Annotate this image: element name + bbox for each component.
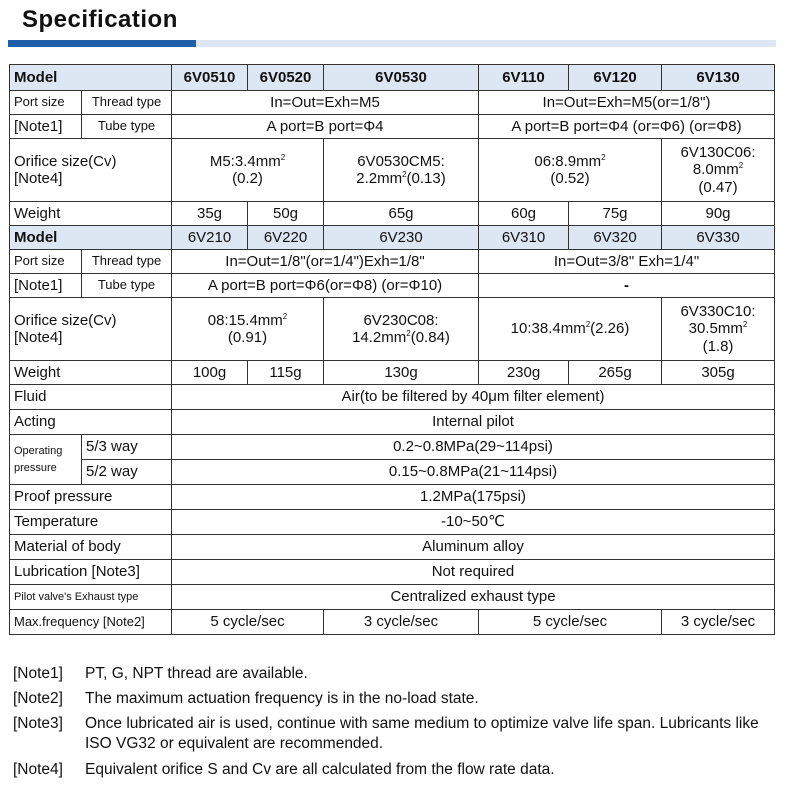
temperature-row: [10, 510, 775, 535]
model-cell: 6V330: [662, 226, 775, 250]
way-53-label: 5/3 way: [82, 435, 172, 460]
material-row: [10, 535, 775, 560]
temperature-value: -10~50℃: [172, 510, 775, 535]
superscript: 2: [738, 161, 744, 171]
model-cell: 6V320: [569, 226, 662, 250]
title-underline-accent: [8, 40, 196, 47]
model-cell: 6V230: [324, 226, 479, 250]
port-size-label: Port size: [10, 250, 82, 274]
model-label: Model: [10, 65, 172, 91]
note-item: [13, 760, 788, 780]
notes-section: [13, 664, 788, 785]
weight-cell: 50g: [248, 202, 324, 226]
model-cell: 6V0510: [172, 65, 248, 91]
page-title: Specification: [22, 6, 178, 33]
tube-value: A port=B port=Φ4: [172, 115, 479, 139]
acting-row: [10, 410, 775, 435]
acting-label: Acting: [10, 410, 172, 435]
orifice-text: 6V230C08:: [363, 311, 439, 329]
pressure-52-row: [10, 460, 775, 485]
max-frequency-label: Max.frequency [Note2]: [10, 610, 172, 635]
orifice-text: 30.5mm: [688, 320, 743, 338]
tube-type-label: Tube type: [82, 274, 172, 298]
orifice-text: 8.0mm: [692, 161, 739, 179]
model-cell: 6V0520: [248, 65, 324, 91]
material-value: Aluminum alloy: [172, 535, 775, 560]
model-cell: 6V220: [248, 226, 324, 250]
orifice-label-line: Orifice size(Cv): [14, 311, 117, 329]
frequency-value: 3 cycle/sec: [324, 610, 479, 635]
note1-label: [Note1]: [10, 115, 82, 139]
weight-label: Weight: [10, 361, 172, 385]
model-cell: 6V0530: [324, 65, 479, 91]
superscript: 2: [402, 170, 407, 179]
pilot-exhaust-row: [10, 585, 775, 610]
orifice-note-line: [Note4]: [14, 329, 63, 346]
weight-cell: 230g: [479, 361, 569, 385]
model-label: Model: [10, 226, 172, 250]
tube-type-row-1: [10, 115, 775, 139]
note-item: [13, 689, 788, 709]
superscript: 2: [585, 320, 591, 330]
orifice-text: M5:3.4mm: [209, 152, 281, 170]
orifice-label: [10, 298, 172, 361]
orifice-row-1: [10, 139, 775, 202]
operating-label-line: Operating: [14, 445, 63, 457]
weight-row-1: [10, 202, 775, 226]
orifice-text: 6V130C06:: [680, 144, 756, 162]
orifice-label: [10, 139, 172, 202]
weight-cell: 305g: [662, 361, 775, 385]
thread-type-row-1: [10, 91, 775, 115]
orifice-label-line: Orifice size(Cv): [14, 152, 117, 170]
orifice-cv: (0.2): [232, 170, 263, 187]
weight-cell: 60g: [479, 202, 569, 226]
orifice-cv: (0.13): [406, 170, 446, 187]
model-cell: 6V110: [479, 65, 569, 91]
lubrication-label: Lubrication [Note3]: [10, 560, 172, 585]
max-frequency-row: [10, 610, 775, 635]
model-header-row-1: [10, 65, 775, 91]
orifice-text: 2.2mm: [356, 170, 403, 187]
specification-table: [9, 64, 775, 635]
orifice-note-line: [Note4]: [14, 170, 63, 187]
acting-value: Internal pilot: [172, 410, 775, 435]
tube-type-row-2: [10, 274, 775, 298]
orifice-value: [479, 298, 662, 361]
model-cell: 6V310: [479, 226, 569, 250]
superscript: 2: [280, 152, 286, 162]
weight-cell: 115g: [248, 361, 324, 385]
note-text: The maximum actuation frequency is in the no-load state.: [85, 690, 479, 708]
model-header-row-2: [10, 226, 775, 250]
thread-type-row-2: [10, 250, 775, 274]
tube-type-label: Tube type: [82, 115, 172, 139]
note1-label: [Note1]: [10, 274, 82, 298]
note-tag: [Note1]: [13, 665, 63, 682]
weight-cell: 265g: [569, 361, 662, 385]
weight-cell: 90g: [662, 202, 775, 226]
orifice-value: [662, 139, 775, 202]
note-text: PT, G, NPT thread are available.: [85, 665, 308, 682]
lubrication-row: [10, 560, 775, 585]
note-tag: [Note3]: [13, 715, 63, 733]
orifice-value: [479, 139, 662, 202]
note-text: Once lubricated air is used, continue with same medium to optimize valve life span. Lubricants like ISO VG32 or equivalent are recommended.: [85, 715, 759, 753]
weight-cell: 75g: [569, 202, 662, 226]
superscript: 2: [282, 311, 288, 321]
thread-value: In=Out=Exh=M5(or=1/8"): [479, 91, 775, 115]
orifice-text: 06:8.9mm: [534, 152, 602, 170]
way-53-value: 0.2~0.8MPa(29~114psi): [172, 435, 775, 460]
tube-value: -: [479, 274, 775, 298]
frequency-value: 5 cycle/sec: [172, 610, 324, 635]
temperature-label: Temperature: [10, 510, 172, 535]
superscript: 2: [742, 320, 748, 330]
weight-cell: 130g: [324, 361, 479, 385]
orifice-text: 10:38.4mm: [510, 320, 586, 338]
orifice-cv: (2.26): [590, 320, 630, 338]
tube-value: A port=B port=Φ6(or=Φ8) (or=Φ10): [172, 274, 479, 298]
orifice-cv: (1.8): [702, 337, 734, 355]
operating-pressure-label: [10, 435, 82, 485]
thread-value: In=Out=Exh=M5: [172, 91, 479, 115]
fluid-value: Air(to be filtered by 40μm filter element): [172, 385, 775, 410]
proof-pressure-label: Proof pressure: [10, 485, 172, 510]
fluid-row: [10, 385, 775, 410]
thread-type-label: Thread type: [82, 250, 172, 274]
note-tag: [Note4]: [13, 760, 63, 778]
superscript: 2: [406, 329, 411, 338]
orifice-value: [172, 139, 324, 202]
weight-label: Weight: [10, 202, 172, 226]
way-52-value: 0.15~0.8MPa(21~114psi): [172, 460, 775, 485]
frequency-value: 5 cycle/sec: [479, 610, 662, 635]
pilot-exhaust-label: Pilot valve's Exhaust type: [10, 585, 172, 610]
thread-value: In=Out=3/8" Exh=1/4": [479, 250, 775, 274]
orifice-cv: (0.47): [698, 178, 738, 196]
weight-cell: 100g: [172, 361, 248, 385]
orifice-cv: (0.84): [410, 329, 450, 346]
superscript: 2: [601, 152, 606, 162]
model-cell: 6V120: [569, 65, 662, 91]
pressure-53-row: [10, 435, 775, 460]
weight-cell: 65g: [324, 202, 479, 226]
orifice-text: 6V330C10:: [680, 303, 756, 321]
orifice-cv: (0.52): [550, 170, 590, 187]
material-label: Material of body: [10, 535, 172, 560]
fluid-label: Fluid: [10, 385, 172, 410]
model-cell: 6V130: [662, 65, 775, 91]
port-size-label: Port size: [10, 91, 82, 115]
lubrication-value: Not required: [172, 560, 775, 585]
orifice-text: 14.2mm: [352, 329, 407, 346]
weight-cell: 35g: [172, 202, 248, 226]
weight-row-2: [10, 361, 775, 385]
note-text: Equivalent orifice S and Cv are all calculated from the flow rate data.: [85, 760, 555, 778]
orifice-text: 08:15.4mm: [207, 311, 283, 329]
thread-type-label: Thread type: [82, 91, 172, 115]
frequency-value: 3 cycle/sec: [662, 610, 775, 635]
proof-pressure-row: [10, 485, 775, 510]
orifice-value: [324, 139, 479, 202]
note-item: [13, 714, 788, 754]
proof-pressure-value: 1.2MPa(175psi): [172, 485, 775, 510]
orifice-row-2: [10, 298, 775, 361]
orifice-cv: (0.91): [227, 329, 268, 346]
pilot-exhaust-value: Centralized exhaust type: [172, 585, 775, 610]
orifice-value: [324, 298, 479, 361]
orifice-value: [662, 298, 775, 361]
way-52-label: 5/2 way: [82, 460, 172, 485]
orifice-text: 6V0530CM5:: [357, 152, 445, 170]
pressure-label-line: pressure: [14, 461, 57, 474]
thread-value: In=Out=1/8"(or=1/4")Exh=1/8": [172, 250, 479, 274]
orifice-value: [172, 298, 324, 361]
note-tag: [Note2]: [13, 690, 63, 708]
note-item: [13, 664, 788, 684]
model-cell: 6V210: [172, 226, 248, 250]
tube-value: A port=B port=Φ4 (or=Φ6) (or=Φ8): [479, 115, 775, 139]
